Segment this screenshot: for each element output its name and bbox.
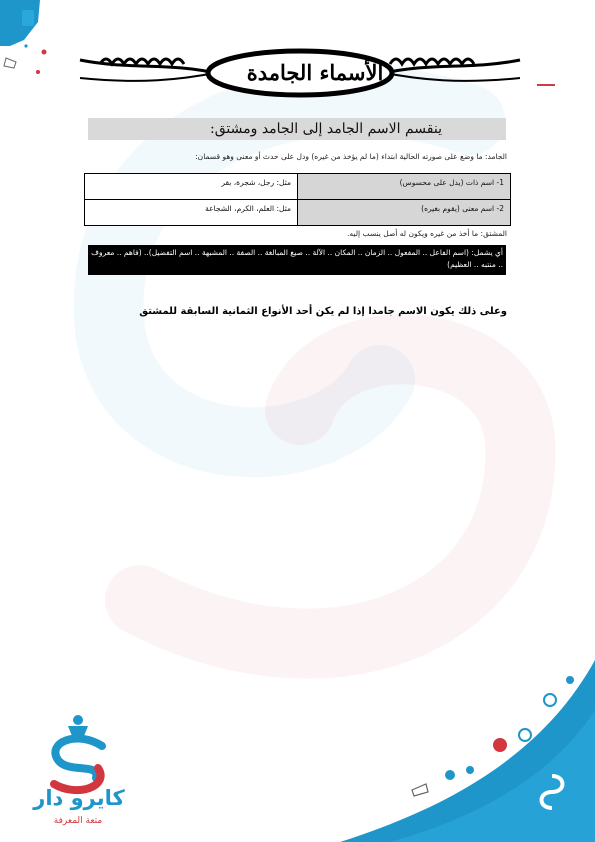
types-table: [84, 173, 511, 226]
conclusion-text: وعلى ذلك يكون الاسم جامدا إذا لم يكن أحد الأنواع الثمانية السابقة للمشتق: [139, 306, 507, 317]
flask-hand-icon: [0, 0, 62, 84]
table-row: [85, 174, 511, 200]
type-cell: 2- اسم معنى (يقوم بغيره): [298, 200, 511, 226]
example-cell: مثل: رجل، شجرة، بقر: [85, 174, 298, 200]
brand-name: كايرو دار: [33, 786, 125, 810]
side-dash: [537, 84, 555, 86]
includes-box: أي يشمل: (اسم الفاعل .. المفعول .. الزمان .. المكان .. الآلة .. صيغ المبالغة .. الصفة .. المشبهة .. اسم التفضيل).. (فاهم .. معروف .. منتبه .. العظيم): [88, 245, 506, 275]
jamid-definition: الجامد: ما وضع على صورته الحالية ابتداء (ما لم يؤخذ من غيره) ودل على حدث أو معنى وهو قسمان:: [195, 152, 507, 161]
brand-tagline: متعة المعرفة: [53, 816, 103, 826]
page-title: الأسماء الجامدة: [246, 60, 384, 85]
mushtaq-definition: المشتق: ما أخذ من غيره ويكون له أصل ينسب إليه.: [347, 229, 507, 238]
section-heading-bar: [88, 118, 506, 140]
example-cell: مثل: العلم، الكرم، الشجاعة: [85, 200, 298, 226]
table-row: [85, 200, 511, 226]
section-heading: ينقسم الاسم الجامد إلى الجامد ومشتق:: [210, 121, 442, 137]
bottom-wave-decoration: [320, 640, 595, 842]
type-cell: 1- اسم ذات (يدل على محسوس): [298, 174, 511, 200]
